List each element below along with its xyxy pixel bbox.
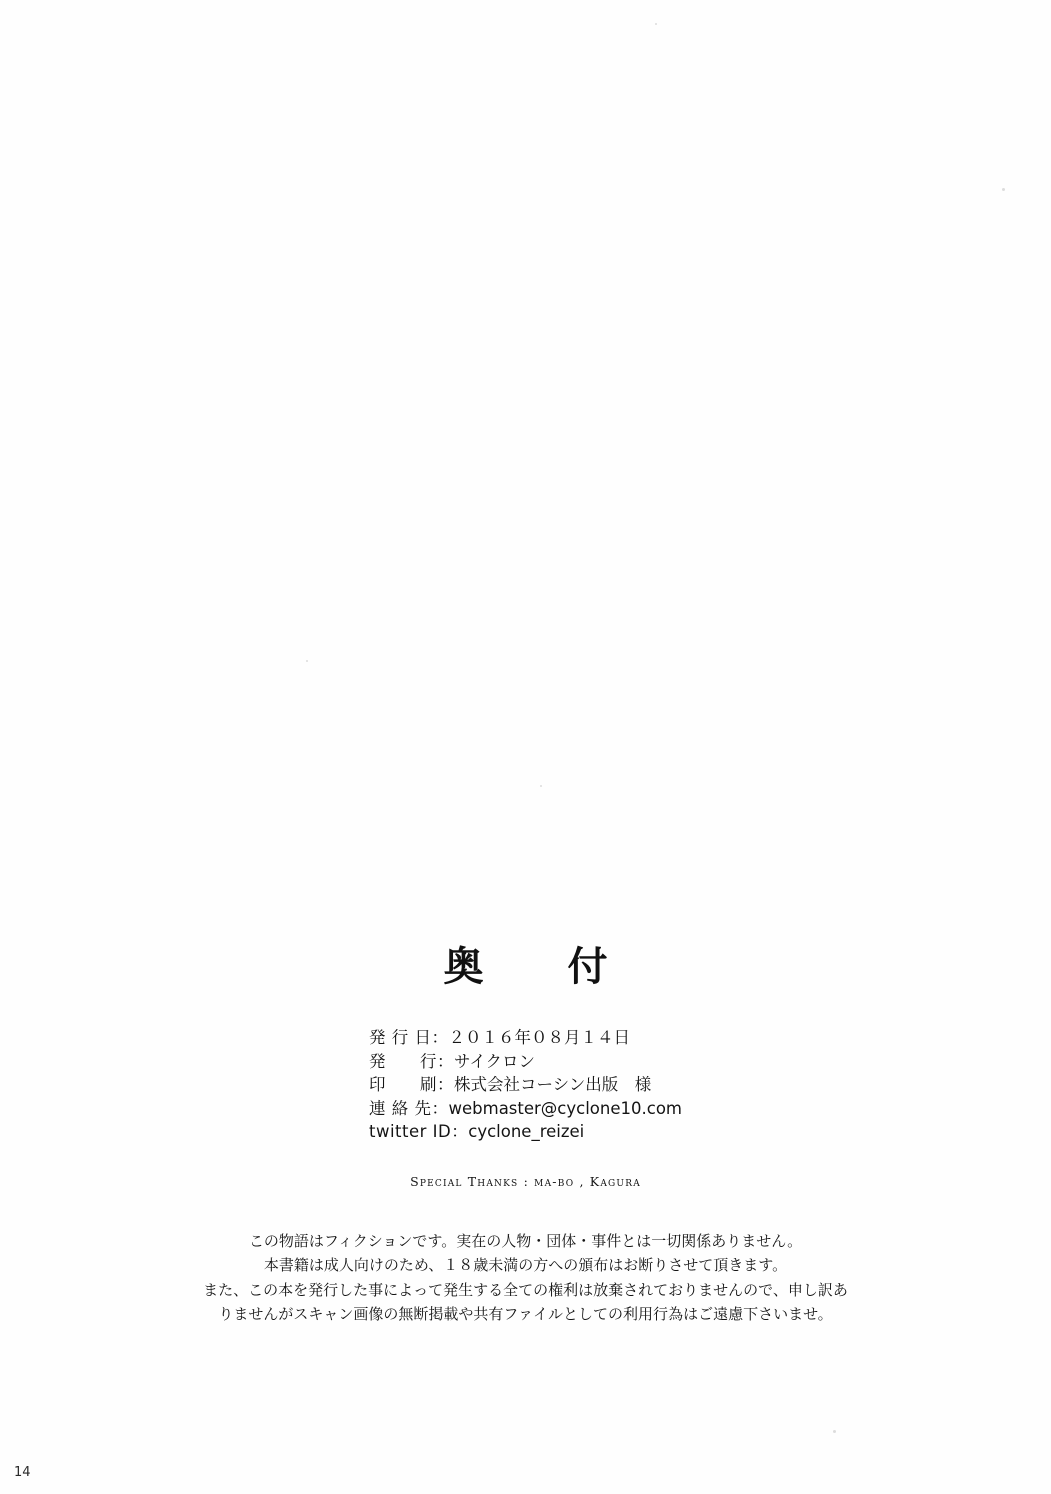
imprint-value: サイクロン <box>454 1051 536 1071</box>
twitter-handle[interactable]: cyclone_reizei <box>468 1122 585 1141</box>
disclaimer-line: また、この本を発行した事によって発生する全ての権利は放棄されておりませんので、申し訳あ <box>203 1280 848 1299</box>
paper-speck <box>540 785 542 787</box>
contact-email[interactable]: webmaster@cyclone10.com <box>448 1098 682 1118</box>
disclaimer-line: りませんがスキャン画像の無断掲載や共有ファイルとしての利用行為はご遠慮下さいませ。 <box>218 1305 833 1323</box>
special-thanks: Special Thanks : ma-bo , Kagura <box>410 1173 641 1189</box>
imprint-value: ２０１６年０８月１４日 <box>448 1028 630 1047</box>
disclaimer-line: この物語はフィクションです。実在の人物・団体・事件とは一切関係ありません。 <box>248 1231 803 1250</box>
imprint-row-contact <box>369 1097 682 1121</box>
colophon-title: 奥 付 <box>443 944 630 990</box>
imprint-row-printer <box>369 1073 682 1097</box>
paper-speck <box>1002 188 1005 191</box>
imprint-value: 株式会社コーシン出版 様 <box>454 1075 652 1094</box>
imprint-block <box>369 1026 682 1144</box>
imprint-label: 発 行： <box>369 1051 454 1071</box>
page-number: 14 <box>14 1465 31 1480</box>
imprint-label: 印 刷： <box>369 1075 454 1094</box>
imprint-row-publication-date <box>369 1026 682 1050</box>
paper-speck <box>655 23 657 25</box>
imprint-label: twitter ID： <box>369 1122 469 1141</box>
disclaimer-line: 本書籍は成人向けのため、１８歳未満の方への頒布はお断りさせて頂きます。 <box>263 1256 788 1274</box>
disclaimer-block <box>0 1229 1051 1327</box>
paper-speck <box>306 660 308 662</box>
imprint-row-publisher <box>369 1050 682 1074</box>
imprint-label: 連 絡 先： <box>369 1098 449 1118</box>
imprint-row-twitter <box>369 1120 682 1144</box>
paper-speck <box>833 1430 836 1433</box>
colophon-section <box>0 935 1051 1327</box>
imprint-label: 発 行 日： <box>369 1028 449 1047</box>
